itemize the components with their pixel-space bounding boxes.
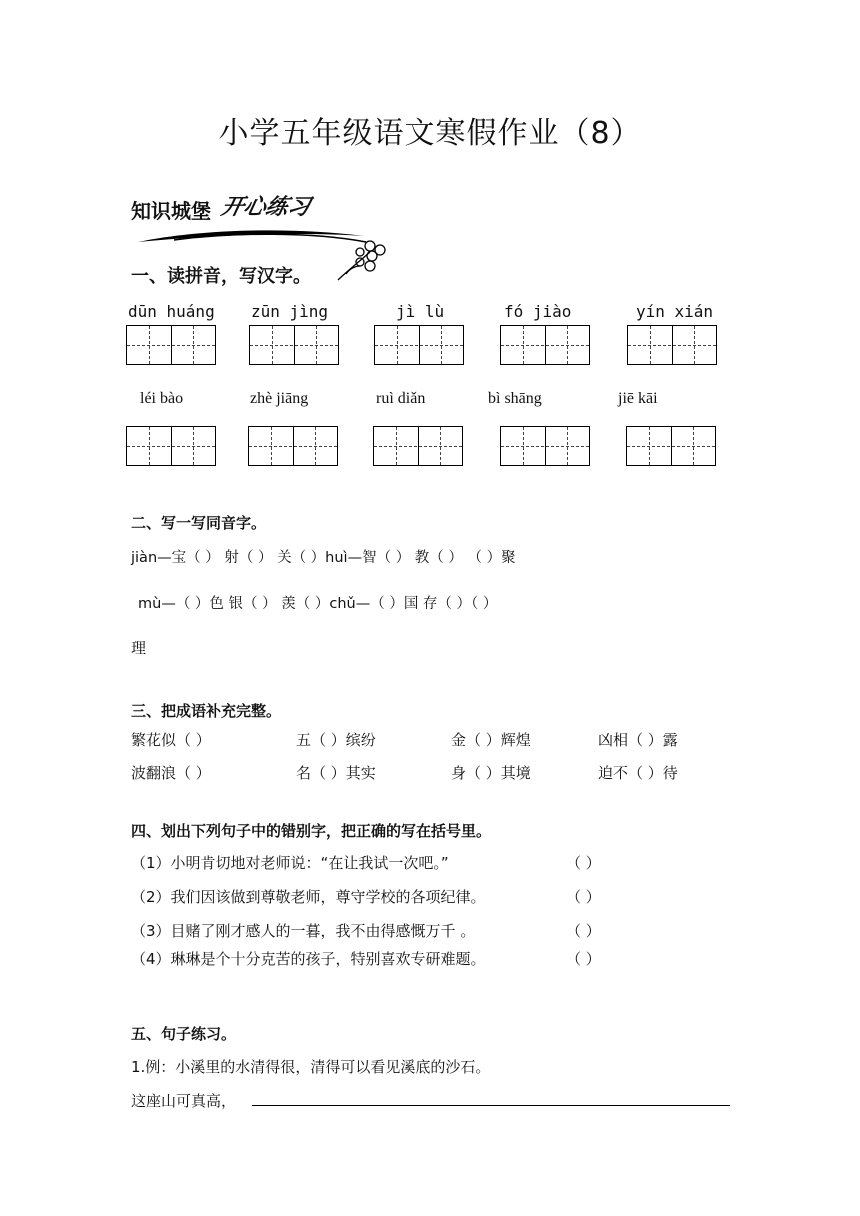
- section2-heading: 二、写一写同音字。: [131, 514, 267, 532]
- sentence-item: （2）我们因该做到尊敬老师，尊守学校的各项纪律。: [131, 888, 486, 906]
- section4-heading: 四、划出下列句子中的错别字，把正确的写在括号里。: [131, 822, 492, 840]
- sentence-prompt: 这座山可真高，: [131, 1092, 237, 1110]
- idiom-item: 金（ ）辉煌: [451, 731, 531, 749]
- sentence-item: （1）小明肯切地对老师说：“在让我试一次吧。”: [131, 854, 449, 872]
- writing-grid[interactable]: [500, 426, 590, 466]
- homophone-line: 理: [131, 639, 147, 657]
- writing-grid[interactable]: [500, 325, 590, 365]
- section3-heading: 三、把成语补充完整。: [131, 702, 282, 720]
- writing-grid[interactable]: [126, 325, 216, 365]
- pinyin-label: yín xián: [636, 302, 714, 321]
- pinyin-label: jiē kāi: [618, 390, 658, 407]
- answer-parentheses[interactable]: （ ）: [566, 854, 601, 872]
- writing-grid[interactable]: [249, 325, 339, 365]
- writing-grid[interactable]: [627, 325, 717, 365]
- pinyin-label: zhè jiāng: [250, 390, 309, 407]
- idiom-item: 波翻浪（ ）: [131, 764, 211, 782]
- section1-heading: 一、读拼音，写汉字。: [131, 266, 311, 287]
- homophone-line: mù—（ ）色 银（ ） 羡（ ）chǔ—（ ）国 存（ ）（ ）: [138, 596, 498, 612]
- idiom-item: 名（ ）其实: [296, 764, 376, 782]
- banner-fancy-text: 开心练习: [218, 195, 313, 220]
- banner-title: 知识城堡: [131, 199, 211, 223]
- writing-grid[interactable]: [626, 426, 716, 466]
- writing-grid[interactable]: [248, 426, 338, 466]
- sentence-item: （3）目赌了刚才感人的一暮，我不由得感慨万千 。: [131, 922, 476, 940]
- page-title: 小学五年级语文寒假作业（8）: [218, 116, 642, 151]
- sentence-item: （4）琳琳是个十分克苦的孩子，特别喜欢专研难题。: [131, 950, 486, 968]
- writing-grid[interactable]: [126, 426, 216, 466]
- pinyin-label: ruì diǎn: [376, 390, 426, 407]
- writing-grid[interactable]: [373, 426, 463, 466]
- example-sentence: 1.例：小溪里的水清得很，清得可以看见溪底的沙石。: [131, 1058, 491, 1076]
- pinyin-label: dūn huáng: [128, 302, 215, 321]
- pinyin-label: léi bào: [140, 390, 184, 407]
- idiom-item: 迫不（ ）待: [598, 764, 678, 782]
- pinyin-label: zūn jìng: [251, 302, 329, 321]
- pinyin-label: fó jiào: [504, 302, 572, 321]
- idiom-item: 繁花似（ ）: [131, 731, 211, 749]
- homophone-line: jiàn—宝（ ） 射（ ） 关（ ）huì—智（ ） 教（ ） （ ）聚: [131, 550, 516, 566]
- idiom-item: 身（ ）其境: [451, 764, 531, 782]
- idiom-item: 凶相（ ）露: [598, 731, 678, 749]
- writing-grid[interactable]: [374, 325, 464, 365]
- pinyin-label: bì shāng: [488, 390, 542, 407]
- pinyin-label: jì lù: [396, 302, 445, 321]
- answer-line[interactable]: [252, 1105, 730, 1106]
- section5-heading: 五、句子练习。: [131, 1025, 237, 1043]
- answer-parentheses[interactable]: （ ）: [566, 922, 601, 940]
- idiom-item: 五（ ）缤纷: [296, 731, 376, 749]
- answer-parentheses[interactable]: （ ）: [566, 950, 601, 968]
- answer-parentheses[interactable]: （ ）: [566, 888, 601, 906]
